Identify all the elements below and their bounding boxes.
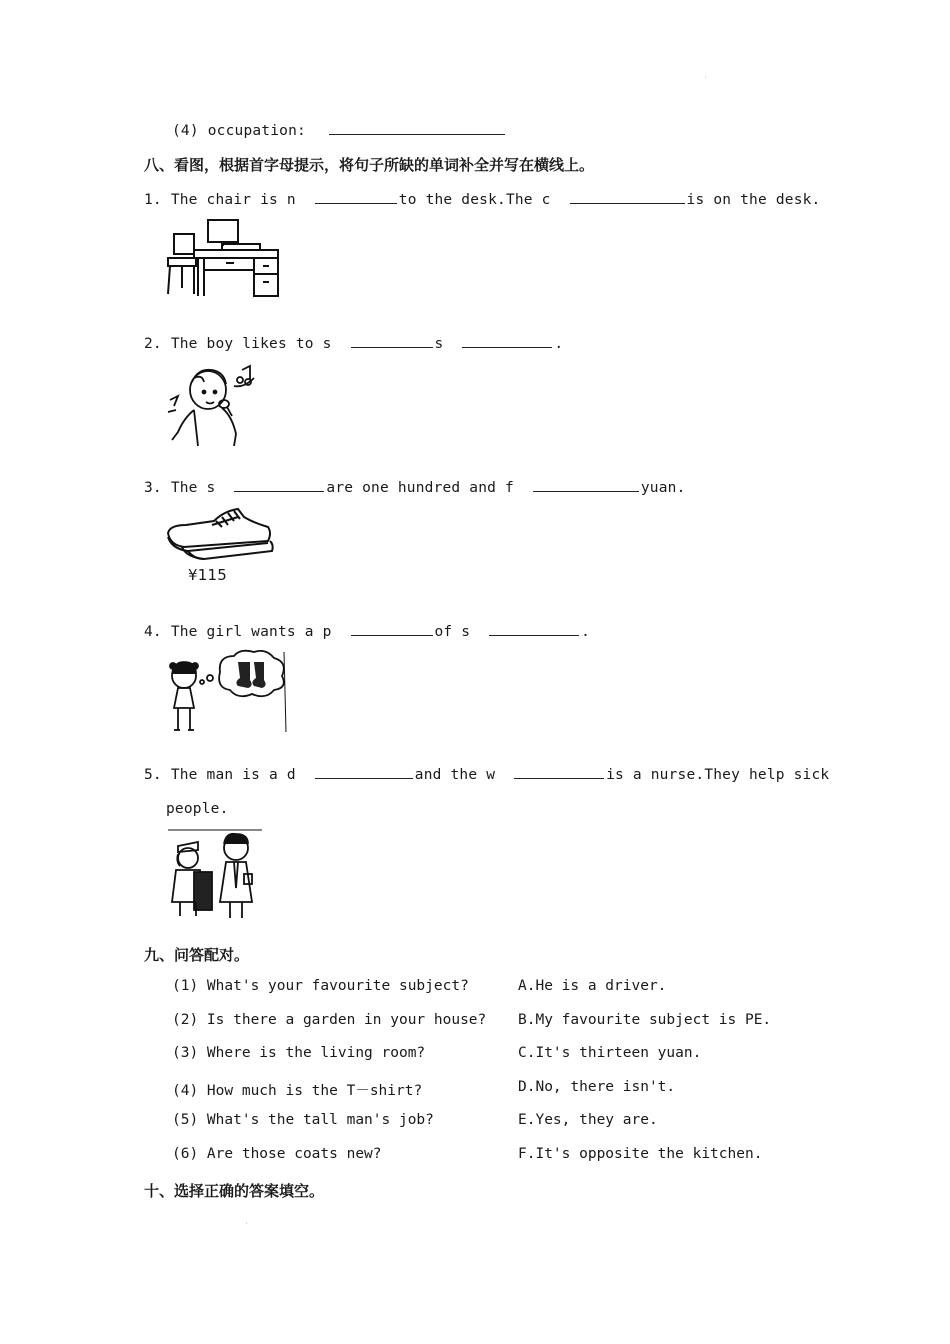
item-text: The boy likes to s [170,336,332,352]
s8-item-3 [144,477,686,496]
question-6: (6) Are those coats new? [172,1146,382,1162]
boy-singing-picture [164,360,260,448]
item-number: 3. [144,480,162,496]
answer-blank[interactable] [533,477,639,492]
answer-blank[interactable] [462,333,552,348]
section-10-title: 十、选择正确的答案填空。 [144,1182,325,1200]
item-text: yuan. [640,480,686,496]
item-text: The chair is n [170,192,296,208]
answer-blank[interactable] [315,764,413,779]
answer-e: E.Yes, they are. [518,1112,658,1128]
item-number: 5. [144,767,162,783]
item-text: is on the desk. [686,192,821,208]
item-text: are one hundred and f [326,480,514,496]
question-3: (3) Where is the living room? [172,1045,426,1061]
answer-d: D.No, there isn't. [518,1079,676,1095]
item-number: 2. [144,336,162,352]
answer-blank[interactable] [514,764,604,779]
item-text: and the w [414,767,496,783]
answer-a: A.He is a driver. [518,978,667,994]
s8-item-4 [144,621,590,640]
desk-chair-computer-picture [164,216,282,298]
item-text: The girl wants a p [170,624,332,640]
item-text: s [434,336,444,352]
question-4: (4) How much is the T－shirt? [172,1083,423,1099]
item-number: 4. [144,624,162,640]
nurse-doctor-picture [164,828,264,920]
question-1: (1) What's your favourite subject? [172,978,469,994]
item-text: is a nurse.They help sick [606,767,830,783]
answer-blank[interactable] [489,621,579,636]
speck: ˙ [703,76,708,85]
item-text: The man is a d [170,767,296,783]
price-label: ¥115 [188,566,227,584]
answer-b: B.My favourite subject is PE. [518,1012,772,1028]
section-9-title: 九、问答配对。 [144,946,250,964]
answer-c: C.It's thirteen yuan. [518,1045,702,1061]
speck: ˙ [244,1222,249,1231]
item-text: The s [170,480,216,496]
item-text: of s [434,624,471,640]
s8-item-5-continued: people. [166,801,229,817]
answer-f: F.It's opposite the kitchen. [518,1146,763,1162]
s8-item-2 [144,333,563,352]
answer-blank[interactable] [315,189,397,204]
item-text: . [554,336,564,352]
item-number: 1. [144,192,162,208]
s8-item-1 [144,189,820,208]
answer-blank[interactable] [329,120,505,135]
girl-thinking-socks-picture [164,646,290,738]
answer-blank[interactable] [351,333,433,348]
s8-item-5 [144,764,829,783]
item-text: to the desk.The c [398,192,551,208]
answer-blank[interactable] [351,621,433,636]
item-text: . [581,624,591,640]
answer-blank[interactable] [234,477,324,492]
q4-occupation-label: (4) occupation: [172,123,306,139]
answer-blank[interactable] [570,189,685,204]
question-5: (5) What's the tall man's job? [172,1112,434,1128]
shoes-picture [164,503,276,565]
question-2: (2) Is there a garden in your house? [172,1012,487,1028]
section-8-title: 八、看图，根据首字母提示，将句子所缺的单词补全并写在横线上。 [144,156,595,174]
q4-occupation-line [172,120,507,139]
